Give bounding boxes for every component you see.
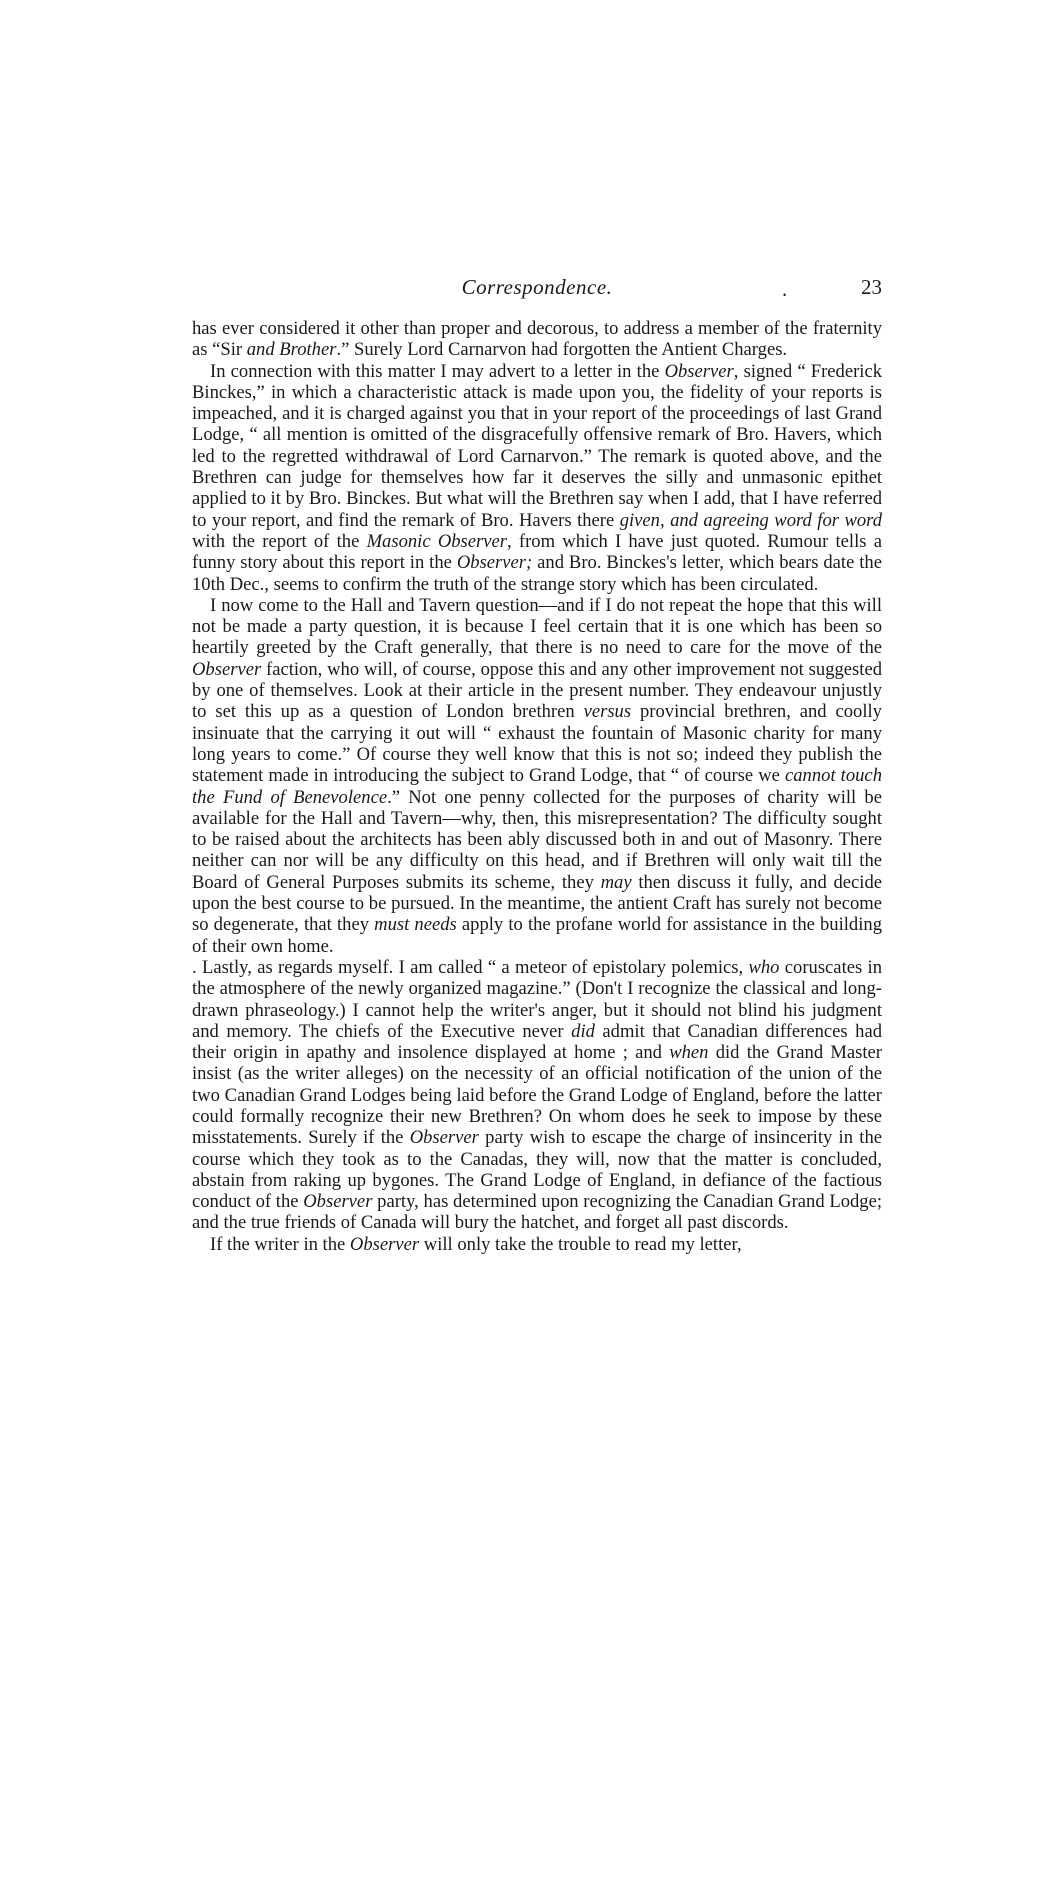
paragraph-3 (192, 595, 882, 957)
text-run: provincial brethren, and coolly insinuate that the carrying it out will “ exhaust the fountain of Masonic charity for many long years to come.” Of course they well know that this is not so; indeed they publish the statement made in introducing the subject to Grand Lodge, that “ of course we (192, 701, 882, 787)
text-run-italic: versus (583, 701, 632, 723)
text-run-italic: and Brother (246, 339, 337, 361)
text-run: coruscates in the atmosphere of the newly organized magazine.” (Don't I recognize the classical and long-drawn phraseology.) I cannot help the writer's anger, but it should not blind his judgment and memory. The chiefs of the Executive never (192, 956, 882, 1042)
text-run: apply to the profane world for assistance in the building of their own home. (192, 914, 882, 957)
text-run-italic: Observer (192, 658, 262, 680)
text-run-italic: Masonic Observer (366, 530, 508, 552)
paragraph-5 (192, 1234, 882, 1255)
text-run: .” Not one penny collected for the purposes of charity will be available for the Hall and Tavern—why, then, this misrepresentation? The difficulty sought to be raised about the architects has been ably discussed both in and out of Masonry. There neither can nor will be any difficulty on this head, and if Brethren will only wait till the Board of General Purposes submits its scheme, they (192, 786, 882, 893)
text-run: I now come to the Hall and Tavern question—and if I do not repeat the hope that this will not be made a party question, it is because I feel certain that it is one which has been so heartily greeted by the Craft generally, that there is no need to care for the move of the (192, 594, 882, 659)
text-run: and Bro. Binckes's letter, which bears date the 10th Dec., seems to confirm the truth of the strange story which has been circulated. (192, 552, 882, 595)
text-run-italic: Observer (409, 1127, 479, 1149)
text-run-italic: when (669, 1042, 709, 1064)
text-run: party, has determined upon recognizing the Canadian Grand Lodge; and the true friends of Canada will bury the hatchet, and forget all past discords. (192, 1191, 883, 1234)
header-separator-dot: . (782, 277, 788, 301)
running-head (192, 275, 882, 305)
text-run: , signed “ Frederick Binckes,” in which a characteristic attack is made upon you, the fidelity of your reports is impeached, and it is charged against you that in your report of the proceedings of last Grand Lodge, “ all mention is omitted of the disgracefully offensive remark of Bro. Havers, which led to the regretted withdrawal of Lord Carnarvon.” The remark is quoted above, and the Brethren can judge for themselves how far it deserves the silly and unmasonic epithet applied to it by Bro. Binckes. But what will the Brethren say when I add, that I have referred to your report, and find the remark of Bro. Havers there (192, 360, 882, 531)
text-run: then discuss it fully, and decide upon the best course to be pursued. In the meantime, the antient Craft has surely not become so degenerate, that they (192, 871, 882, 936)
letter-body (192, 318, 882, 1255)
paragraph-2 (192, 361, 882, 595)
text-run: did the Grand Master insist (as the writer alleges) on the necessity of an official notification of the union of the two Canadian Grand Lodges being laid before the Grand Lodge of England, before the latter could formally recognize their new Brethren? On whom does he seek to impose by these misstatements. Surely if the (192, 1042, 882, 1149)
text-run: In connection with this matter I may advert to a letter in the (210, 360, 665, 382)
text-run: , from which I have just quoted. Rumour tells a funny story about this report in the (192, 530, 882, 574)
text-run-italic: Observer (664, 360, 734, 382)
text-run: has ever considered it other than proper and decorous, to address a member of the fraternity as “Sir (192, 318, 882, 361)
text-run: faction, who will, of course, oppose this and any other improvement not suggested by one of themselves. Look at their article in the present number. They endeavour unjustly to set this up as a question of London brethren (192, 658, 882, 723)
text-run: will only take the trouble to read my letter, (419, 1233, 742, 1255)
text-run-italic: Observer (349, 1233, 420, 1255)
text-run-italic: Observer; (456, 552, 533, 574)
text-run: If the writer in the (210, 1233, 350, 1255)
text-run-italic: who (748, 956, 780, 978)
paragraph-1 (192, 318, 882, 361)
text-run-italic: Observer (303, 1191, 373, 1213)
text-run-italic: may (600, 871, 632, 893)
text-run-italic: cannot touch the Fund of Benevolence (192, 765, 882, 808)
text-run: .” Surely Lord Carnarvon had forgotten the Antient Charges. (336, 339, 788, 361)
text-run-italic: given, and agreeing word for word (619, 509, 883, 531)
text-run: party wish to escape the charge of insincerity in the course which they took as to the Canadas, they will, now that the matter is concluded, abstain from raking up bygones. The Grand Lodge of England, in defiance of the factious conduct of the (192, 1127, 883, 1213)
text-run: with the report of the (192, 530, 367, 552)
page-number: 23 (861, 275, 882, 299)
text-run: . Lastly, as regards myself. I am called “ a meteor of epistolary polemics, (192, 956, 749, 978)
paragraph-4 (192, 957, 882, 1234)
running-title: Correspondence. (461, 275, 613, 299)
text-run: admit that Canadian differences had their origin in apathy and insolence displayed at home ; and (192, 1020, 882, 1064)
text-run-italic: must needs (374, 914, 457, 936)
text-run-italic: did (571, 1020, 595, 1042)
